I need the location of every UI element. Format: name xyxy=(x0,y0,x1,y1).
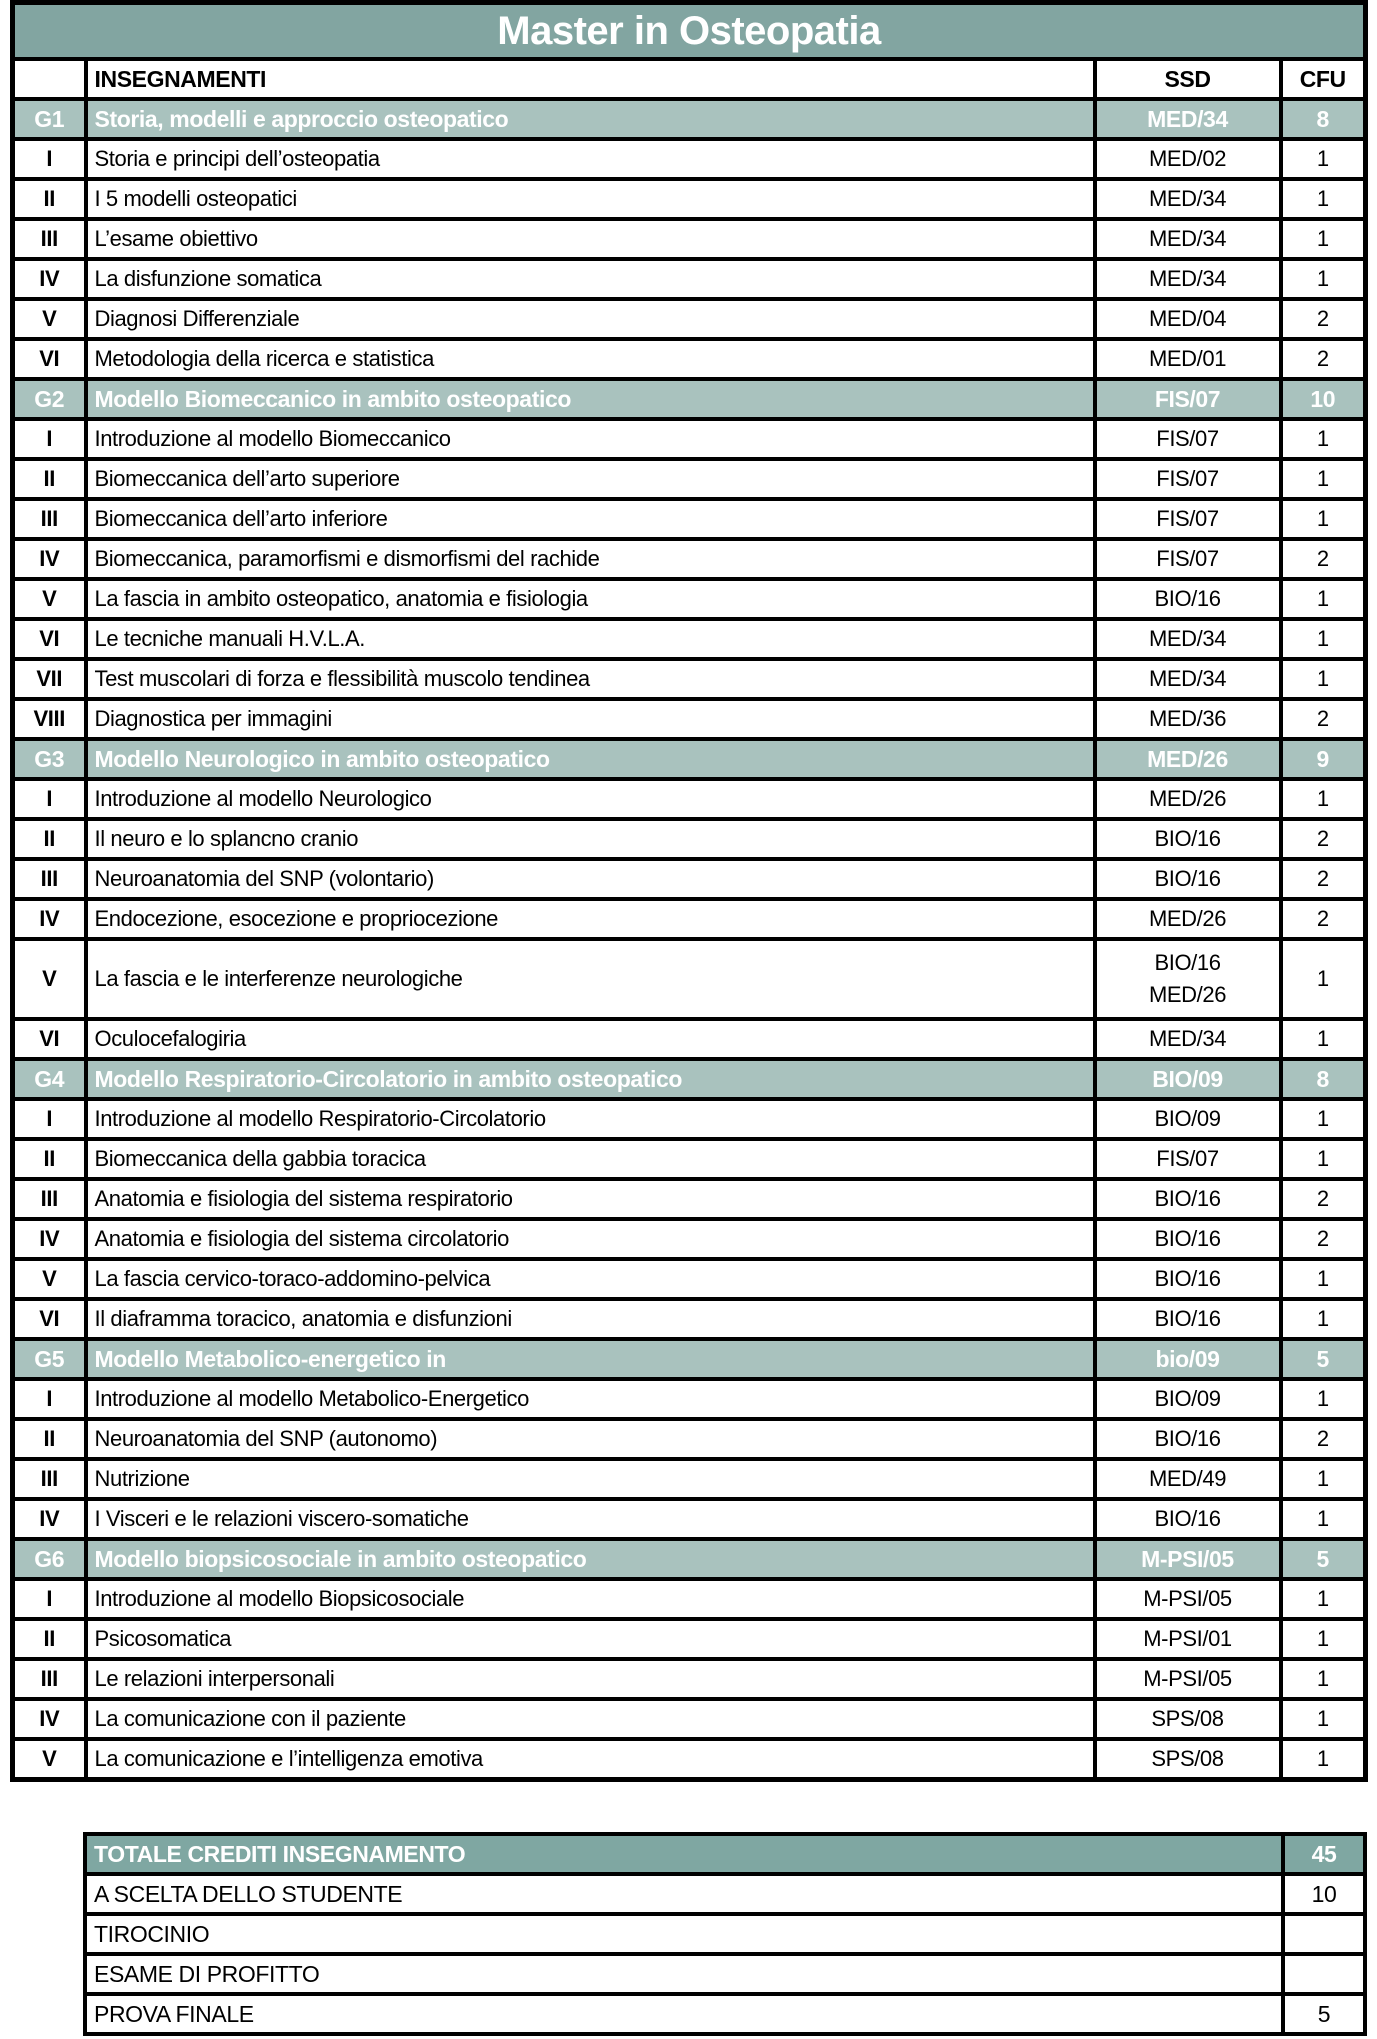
course-title: Oculocefalogiria xyxy=(86,1019,1095,1059)
course-title: Il diaframma toracico, anatomia e disfunzioni xyxy=(86,1299,1095,1339)
course-row xyxy=(13,1739,1366,1780)
ssd-cell: MED/34 xyxy=(1095,259,1281,299)
course-title: La comunicazione con il paziente xyxy=(86,1699,1095,1739)
ssd-cell: MED/34 xyxy=(1095,1019,1281,1059)
header-insegnamenti: INSEGNAMENTI xyxy=(86,59,1095,99)
course-row xyxy=(13,499,1366,539)
ssd-cell: M-PSI/01 xyxy=(1095,1619,1281,1659)
course-row xyxy=(13,659,1366,699)
course-title: La fascia cervico-toraco-addomino-pelvica xyxy=(86,1259,1095,1299)
course-row xyxy=(13,859,1366,899)
ssd-cell: MED/01 xyxy=(1095,339,1281,379)
ssd-cell: SPS/08 xyxy=(1095,1699,1281,1739)
cfu-cell: 5 xyxy=(1281,1339,1366,1379)
course-row xyxy=(13,1299,1366,1339)
row-code: V xyxy=(13,1259,86,1299)
cfu-cell: 1 xyxy=(1281,1739,1366,1780)
summary-value: 5 xyxy=(1283,1994,1365,2034)
cfu-cell: 1 xyxy=(1281,939,1366,1019)
cfu-cell: 1 xyxy=(1281,419,1366,459)
cfu-cell: 10 xyxy=(1281,379,1366,419)
ssd-cell: M-PSI/05 xyxy=(1095,1659,1281,1699)
course-row xyxy=(13,459,1366,499)
row-code: IV xyxy=(13,539,86,579)
course-row xyxy=(13,1219,1366,1259)
course-title: Biomeccanica della gabbia toracica xyxy=(86,1139,1095,1179)
course-title: Introduzione al modello Biomeccanico xyxy=(86,419,1095,459)
summary-label: TIROCINIO xyxy=(85,1914,1283,1954)
course-title: Le relazioni interpersonali xyxy=(86,1659,1095,1699)
course-title: Il neuro e lo splancno cranio xyxy=(86,819,1095,859)
row-code: I xyxy=(13,139,86,179)
cfu-cell: 1 xyxy=(1281,1499,1366,1539)
ssd-cell: FIS/07 xyxy=(1095,459,1281,499)
course-row xyxy=(13,619,1366,659)
cfu-cell: 1 xyxy=(1281,1579,1366,1619)
ssd-cell: BIO/16 xyxy=(1095,819,1281,859)
ssd-cell: BIO/16 xyxy=(1095,1259,1281,1299)
row-code: V xyxy=(13,579,86,619)
row-code: III xyxy=(13,1179,86,1219)
summary-value xyxy=(1283,1914,1365,1954)
course-title: Introduzione al modello Respiratorio-Circolatorio xyxy=(86,1099,1095,1139)
cfu-cell: 1 xyxy=(1281,1659,1366,1699)
cfu-cell: 9 xyxy=(1281,739,1366,779)
ssd-cell: BIO/16 xyxy=(1095,1179,1281,1219)
course-row xyxy=(13,1179,1366,1219)
row-code: G2 xyxy=(13,379,86,419)
ssd-cell: MED/04 xyxy=(1095,299,1281,339)
header-code-cell xyxy=(13,59,86,99)
ssd-line: BIO/16 xyxy=(1154,950,1221,975)
cfu-cell: 1 xyxy=(1281,1459,1366,1499)
row-code: VII xyxy=(13,659,86,699)
course-title: Storia e principi dell’osteopatia xyxy=(86,139,1095,179)
cfu-cell: 1 xyxy=(1281,779,1366,819)
ssd-cell: BIO/16 xyxy=(1095,1499,1281,1539)
ssd-cell: M-PSI/05 xyxy=(1095,1579,1281,1619)
cfu-cell: 1 xyxy=(1281,1619,1366,1659)
row-code: III xyxy=(13,1459,86,1499)
course-title: I 5 modelli osteopatici xyxy=(86,179,1095,219)
header-cfu: CFU xyxy=(1281,59,1366,99)
course-title: Endocezione, esocezione e propriocezione xyxy=(86,899,1095,939)
cfu-cell: 1 xyxy=(1281,1379,1366,1419)
cfu-cell: 1 xyxy=(1281,219,1366,259)
course-row xyxy=(13,339,1366,379)
row-code: III xyxy=(13,859,86,899)
row-code: I xyxy=(13,1579,86,1619)
ssd-cell: MED/34 xyxy=(1095,179,1281,219)
ssd-cell: MED/34 xyxy=(1095,619,1281,659)
cfu-cell: 1 xyxy=(1281,259,1366,299)
ssd-cell: MED/26 xyxy=(1095,779,1281,819)
cfu-cell: 2 xyxy=(1281,699,1366,739)
row-code: III xyxy=(13,1659,86,1699)
cfu-cell: 1 xyxy=(1281,579,1366,619)
row-code: V xyxy=(13,939,86,1019)
row-code: IV xyxy=(13,1499,86,1539)
ssd-cell: BIO/16 xyxy=(1095,579,1281,619)
group-title: Modello Biomeccanico in ambito osteopatico xyxy=(86,379,1095,419)
group-title: Modello Metabolico-energetico in xyxy=(86,1339,1095,1379)
course-row xyxy=(13,939,1366,1019)
course-row xyxy=(13,1419,1366,1459)
cfu-cell: 2 xyxy=(1281,339,1366,379)
row-code: II xyxy=(13,1139,86,1179)
course-title: Introduzione al modello Metabolico-Energetico xyxy=(86,1379,1095,1419)
course-title: Neuroanatomia del SNP (autonomo) xyxy=(86,1419,1095,1459)
summary-row xyxy=(85,1834,1365,1874)
course-row xyxy=(13,1099,1366,1139)
course-title: Biomeccanica, paramorfismi e dismorfismi del rachide xyxy=(86,539,1095,579)
ssd-cell: BIO/09 xyxy=(1095,1099,1281,1139)
group-header-row xyxy=(13,379,1366,419)
course-row xyxy=(13,1379,1366,1419)
row-code: II xyxy=(13,179,86,219)
row-code: IV xyxy=(13,1699,86,1739)
row-code: III xyxy=(13,499,86,539)
row-code: VI xyxy=(13,1019,86,1059)
cfu-cell: 1 xyxy=(1281,1299,1366,1339)
group-title: Modello Neurologico in ambito osteopatico xyxy=(86,739,1095,779)
course-title: La comunicazione e l’intelligenza emotiva xyxy=(86,1739,1095,1780)
row-code: VI xyxy=(13,339,86,379)
summary-value xyxy=(1283,1954,1365,1994)
cfu-cell: 1 xyxy=(1281,619,1366,659)
course-row xyxy=(13,1619,1366,1659)
summary-row xyxy=(85,1874,1365,1914)
course-title: Biomeccanica dell’arto inferiore xyxy=(86,499,1095,539)
summary-label: A SCELTA DELLO STUDENTE xyxy=(85,1874,1283,1914)
course-row xyxy=(13,1659,1366,1699)
ssd-cell: SPS/08 xyxy=(1095,1739,1281,1780)
row-code: IV xyxy=(13,259,86,299)
cfu-cell: 2 xyxy=(1281,1179,1366,1219)
course-title: Neuroanatomia del SNP (volontario) xyxy=(86,859,1095,899)
cfu-cell: 2 xyxy=(1281,899,1366,939)
column-header-row xyxy=(13,59,1366,99)
cfu-cell: 1 xyxy=(1281,499,1366,539)
course-row xyxy=(13,779,1366,819)
course-row xyxy=(13,1259,1366,1299)
cfu-cell: 1 xyxy=(1281,1259,1366,1299)
ssd-cell: BIO/16 xyxy=(1095,1299,1281,1339)
course-row xyxy=(13,179,1366,219)
ssd-cell: BIO/16 xyxy=(1095,859,1281,899)
cfu-cell: 8 xyxy=(1281,99,1366,139)
course-row xyxy=(13,419,1366,459)
course-title: Introduzione al modello Biopsicosociale xyxy=(86,1579,1095,1619)
course-row xyxy=(13,139,1366,179)
row-code: V xyxy=(13,1739,86,1780)
page-title: Master in Osteopatia xyxy=(13,3,1366,60)
row-code: II xyxy=(13,459,86,499)
ssd-cell: MED/34 xyxy=(1095,659,1281,699)
row-code: G3 xyxy=(13,739,86,779)
ssd-cell: FIS/07 xyxy=(1095,539,1281,579)
cfu-cell: 1 xyxy=(1281,1099,1366,1139)
ssd-cell xyxy=(1095,939,1281,1019)
row-code: III xyxy=(13,219,86,259)
cfu-cell: 1 xyxy=(1281,139,1366,179)
course-title: Psicosomatica xyxy=(86,1619,1095,1659)
course-title: Le tecniche manuali H.V.L.A. xyxy=(86,619,1095,659)
row-code: II xyxy=(13,1619,86,1659)
course-title: La fascia in ambito osteopatico, anatomia e fisiologia xyxy=(86,579,1095,619)
course-row xyxy=(13,699,1366,739)
ssd-cell: BIO/16 xyxy=(1095,1219,1281,1259)
ssd-cell: FIS/07 xyxy=(1095,419,1281,459)
summary-row xyxy=(85,1954,1365,1994)
row-code: G1 xyxy=(13,99,86,139)
cfu-cell: 1 xyxy=(1281,659,1366,699)
ssd-cell: MED/34 xyxy=(1095,219,1281,259)
course-row xyxy=(13,819,1366,859)
group-header-row xyxy=(13,739,1366,779)
ssd-cell: MED/36 xyxy=(1095,699,1281,739)
course-title: I Visceri e le relazioni viscero-somatiche xyxy=(86,1499,1095,1539)
ssd-cell: MED/34 xyxy=(1095,99,1281,139)
course-row xyxy=(13,1579,1366,1619)
row-code: G5 xyxy=(13,1339,86,1379)
row-code: II xyxy=(13,1419,86,1459)
ssd-line: MED/26 xyxy=(1148,982,1227,1007)
group-title: Modello Respiratorio-Circolatorio in ambito osteopatico xyxy=(86,1059,1095,1099)
header-ssd: SSD xyxy=(1095,59,1281,99)
ssd-cell: FIS/07 xyxy=(1095,379,1281,419)
course-title: La fascia e le interferenze neurologiche xyxy=(86,939,1095,1019)
group-title: Modello biopsicosociale in ambito osteopatico xyxy=(86,1539,1095,1579)
row-code: IV xyxy=(13,899,86,939)
group-title: Storia, modelli e approccio osteopatico xyxy=(86,99,1095,139)
ssd-cell: BIO/09 xyxy=(1095,1059,1281,1099)
cfu-cell: 2 xyxy=(1281,539,1366,579)
ssd-cell: BIO/09 xyxy=(1095,1379,1281,1419)
course-title: Metodologia della ricerca e statistica xyxy=(86,339,1095,379)
ssd-cell: MED/26 xyxy=(1095,739,1281,779)
cfu-cell: 1 xyxy=(1281,1139,1366,1179)
cfu-cell: 5 xyxy=(1281,1539,1366,1579)
cfu-cell: 1 xyxy=(1281,1019,1366,1059)
row-code: I xyxy=(13,1099,86,1139)
group-header-row xyxy=(13,1339,1366,1379)
group-header-row xyxy=(13,1539,1366,1579)
summary-row xyxy=(85,1994,1365,2034)
row-code: IV xyxy=(13,1219,86,1259)
course-title: Test muscolari di forza e flessibilità muscolo tendinea xyxy=(86,659,1095,699)
row-code: V xyxy=(13,299,86,339)
cfu-cell: 2 xyxy=(1281,1419,1366,1459)
course-title: Anatomia e fisiologia del sistema respiratorio xyxy=(86,1179,1095,1219)
cfu-cell: 1 xyxy=(1281,1699,1366,1739)
row-code: II xyxy=(13,819,86,859)
ssd-cell: BIO/16 xyxy=(1095,1419,1281,1459)
row-code: G4 xyxy=(13,1059,86,1099)
course-row xyxy=(13,299,1366,339)
course-title: Introduzione al modello Neurologico xyxy=(86,779,1095,819)
row-code: I xyxy=(13,419,86,459)
ssd-cell: M-PSI/05 xyxy=(1095,1539,1281,1579)
course-title: Diagnostica per immagini xyxy=(86,699,1095,739)
cfu-cell: 2 xyxy=(1281,299,1366,339)
ssd-cell: MED/49 xyxy=(1095,1459,1281,1499)
course-row xyxy=(13,1459,1366,1499)
course-row xyxy=(13,259,1366,299)
row-code: I xyxy=(13,1379,86,1419)
ssd-cell: FIS/07 xyxy=(1095,499,1281,539)
course-row xyxy=(13,579,1366,619)
group-header-row xyxy=(13,99,1366,139)
course-title: La disfunzione somatica xyxy=(86,259,1095,299)
ssd-cell: MED/02 xyxy=(1095,139,1281,179)
summary-label: TOTALE CREDITI INSEGNAMENTO xyxy=(85,1834,1283,1874)
summary-row xyxy=(85,1914,1365,1954)
summary-label: PROVA FINALE xyxy=(85,1994,1283,2034)
cfu-cell: 2 xyxy=(1281,819,1366,859)
summary-label: ESAME DI PROFITTO xyxy=(85,1954,1283,1994)
course-title: Nutrizione xyxy=(86,1459,1095,1499)
ssd-cell: bio/09 xyxy=(1095,1339,1281,1379)
row-code: VIII xyxy=(13,699,86,739)
summary-value: 10 xyxy=(1283,1874,1365,1914)
course-row xyxy=(13,539,1366,579)
course-title: Diagnosi Differenziale xyxy=(86,299,1095,339)
course-row xyxy=(13,219,1366,259)
cfu-cell: 1 xyxy=(1281,179,1366,219)
cfu-cell: 2 xyxy=(1281,859,1366,899)
group-header-row xyxy=(13,1059,1366,1099)
summary-table xyxy=(83,1832,1367,2036)
summary-value: 45 xyxy=(1283,1834,1365,1874)
course-row xyxy=(13,1019,1366,1059)
course-title: Anatomia e fisiologia del sistema circolatorio xyxy=(86,1219,1095,1259)
course-row xyxy=(13,1699,1366,1739)
cfu-cell: 2 xyxy=(1281,1219,1366,1259)
ssd-cell: FIS/07 xyxy=(1095,1139,1281,1179)
course-row xyxy=(13,899,1366,939)
cfu-cell: 8 xyxy=(1281,1059,1366,1099)
curriculum-table xyxy=(10,0,1368,1782)
title-row xyxy=(13,3,1366,60)
row-code: G6 xyxy=(13,1539,86,1579)
cfu-cell: 1 xyxy=(1281,459,1366,499)
row-code: I xyxy=(13,779,86,819)
course-row xyxy=(13,1499,1366,1539)
course-title: Biomeccanica dell’arto superiore xyxy=(86,459,1095,499)
ssd-cell: MED/26 xyxy=(1095,899,1281,939)
row-code: VI xyxy=(13,619,86,659)
course-title: L’esame obiettivo xyxy=(86,219,1095,259)
course-row xyxy=(13,1139,1366,1179)
row-code: VI xyxy=(13,1299,86,1339)
